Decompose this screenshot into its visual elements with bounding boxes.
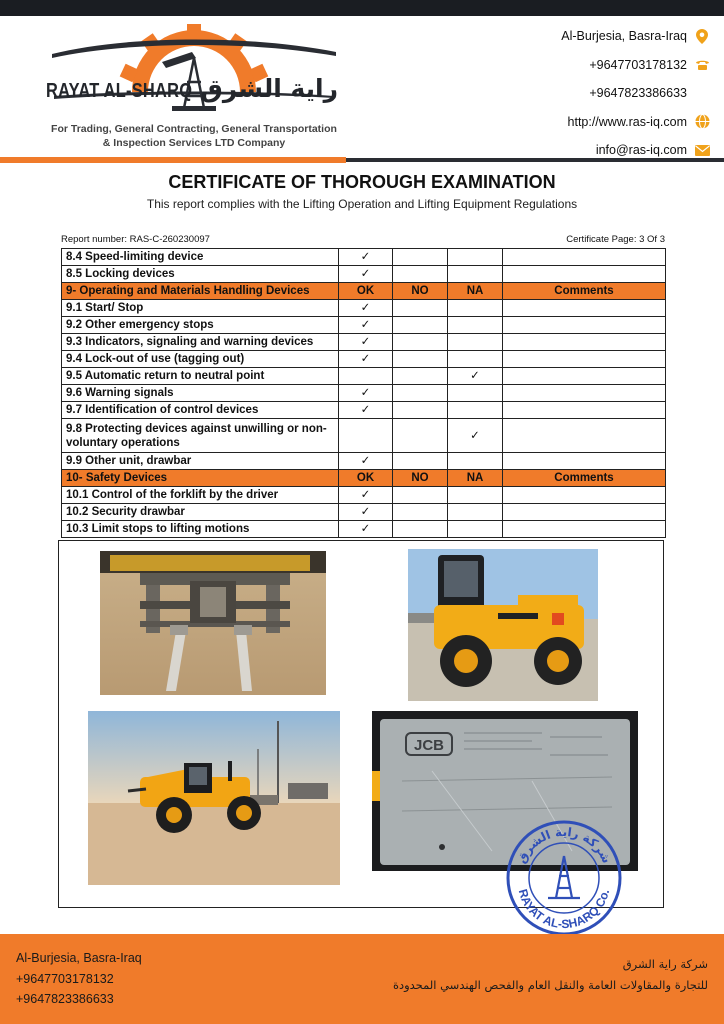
comments-cell [503, 368, 666, 385]
contact-phone-1[interactable] [510, 51, 710, 80]
comments-cell [503, 317, 666, 334]
comments-cell [503, 266, 666, 283]
no-cell [393, 317, 448, 334]
table-row [62, 453, 666, 470]
photo-telehandler-rear [408, 549, 598, 701]
item-label: 9.5 Automatic return to neutral point [62, 368, 339, 385]
na-cell [448, 487, 503, 504]
no-cell [393, 419, 448, 453]
table-row [62, 266, 666, 283]
ok-header: OK [339, 470, 393, 487]
footer-company-ar [393, 954, 708, 996]
footer-phone-2[interactable]: +9647823386633 [16, 992, 114, 1006]
table-row [62, 521, 666, 538]
table-row [62, 487, 666, 504]
item-label: 9.7 Identification of control devices [62, 402, 339, 419]
tagline-line-2: & Inspection Services LTD Company [102, 137, 286, 149]
no-cell [393, 402, 448, 419]
ok-cell: ✓ [339, 385, 393, 402]
header-contact [510, 22, 710, 165]
ok-cell [339, 419, 393, 453]
table-row [62, 368, 666, 385]
comments-header: Comments [503, 470, 666, 487]
certificate-page: Certificate Page: 3 Of 3 [566, 234, 665, 245]
no-cell [393, 487, 448, 504]
comments-cell [503, 419, 666, 453]
item-label: 10.1 Control of the forklift by the driver [62, 487, 339, 504]
comments-cell [503, 385, 666, 402]
table-row [62, 317, 666, 334]
na-cell [448, 249, 503, 266]
ok-cell: ✓ [339, 521, 393, 538]
stamp-rig-icon [548, 856, 580, 898]
ok-cell: ✓ [339, 317, 393, 334]
gear-oil-rig-icon [44, 22, 344, 122]
ok-cell: ✓ [339, 351, 393, 368]
table-row [62, 419, 666, 453]
contact-address-text: Al-Burjesia, Basra-Iraq [561, 29, 687, 44]
item-label: 8.4 Speed-limiting device [62, 249, 339, 266]
report-number: Report number: RAS-C-260230097 [61, 234, 210, 245]
contact-website[interactable] [510, 108, 710, 137]
company-tagline [44, 122, 344, 150]
item-label: 10.3 Limit stops to lifting motions [62, 521, 339, 538]
comments-cell [503, 504, 666, 521]
item-label: 9.8 Protecting devices against unwilling or non-voluntary operations [62, 419, 339, 453]
ok-header: OK [339, 283, 393, 300]
ok-cell: ✓ [339, 487, 393, 504]
comments-cell [503, 487, 666, 504]
section-title: 10- Safety Devices [62, 470, 339, 487]
contact-address [510, 22, 710, 51]
no-cell [393, 453, 448, 470]
envelope-icon [694, 142, 710, 158]
footer-company-name-ar: شركة راية الشرق [622, 957, 708, 971]
company-logo [44, 22, 344, 150]
tagline-line-1: For Trading, General Contracting, General Transportation [51, 123, 337, 135]
item-label: 9.6 Warning signals [62, 385, 339, 402]
comments-header: Comments [503, 283, 666, 300]
item-label: 10.2 Security drawbar [62, 504, 339, 521]
ok-cell: ✓ [339, 453, 393, 470]
na-cell [448, 453, 503, 470]
no-cell [393, 521, 448, 538]
no-cell [393, 266, 448, 283]
table-row [62, 385, 666, 402]
no-cell [393, 249, 448, 266]
table-row [62, 249, 666, 266]
item-label: 9.9 Other unit, drawbar [62, 453, 339, 470]
na-cell [448, 317, 503, 334]
header-divider [0, 157, 724, 163]
item-label: 8.5 Locking devices [62, 266, 339, 283]
item-label: 9.4 Lock-out of use (tagging out) [62, 351, 339, 368]
section-title: 9- Operating and Materials Handling Devices [62, 283, 339, 300]
contact-website-link[interactable]: http://www.ras-iq.com [567, 114, 687, 129]
na-cell [448, 504, 503, 521]
no-header: NO [393, 470, 448, 487]
no-cell [393, 351, 448, 368]
ok-cell: ✓ [339, 249, 393, 266]
stamp-text-en: RAYAT AL-SHARQ Co. [515, 887, 613, 932]
table-row [62, 300, 666, 317]
na-header: NA [448, 470, 503, 487]
stamp-text-ar: شركة راية الشرق [514, 824, 614, 866]
ok-cell: ✓ [339, 300, 393, 317]
comments-cell [503, 334, 666, 351]
photo-forks [100, 551, 326, 695]
section-header-row [62, 470, 666, 487]
table-row [62, 402, 666, 419]
top-bar [0, 0, 724, 16]
comments-cell [503, 300, 666, 317]
table-row [62, 351, 666, 368]
contact-phone-2[interactable] [510, 79, 710, 108]
brand-name-ar: راية الشرق [200, 74, 338, 103]
na-cell [448, 334, 503, 351]
brand-name-en: RAYAT AL-SHARQ [46, 80, 193, 102]
company-stamp [500, 818, 628, 938]
na-cell [448, 385, 503, 402]
location-pin-icon [694, 28, 710, 44]
section-header-row [62, 283, 666, 300]
contact-phone-1-text[interactable]: +9647703178132 [589, 57, 687, 72]
na-header: NA [448, 283, 503, 300]
na-cell [448, 300, 503, 317]
ok-cell: ✓ [339, 266, 393, 283]
comments-cell [503, 521, 666, 538]
no-cell [393, 504, 448, 521]
na-cell: ✓ [448, 368, 503, 385]
no-cell [393, 334, 448, 351]
item-label: 9.1 Start/ Stop [62, 300, 339, 317]
no-cell [393, 300, 448, 317]
ok-cell [339, 368, 393, 385]
item-label: 9.3 Indicators, signaling and warning devices [62, 334, 339, 351]
contact-phone-2-text[interactable]: +9647823386633 [589, 86, 687, 101]
page-footer [0, 934, 724, 1024]
no-cell [393, 385, 448, 402]
na-cell [448, 266, 503, 283]
photo-telehandler-site [88, 711, 340, 885]
certificate-title: CERTIFICATE OF THOROUGH EXAMINATION [168, 172, 556, 192]
ok-cell: ✓ [339, 402, 393, 419]
na-cell [448, 521, 503, 538]
comments-cell [503, 402, 666, 419]
contact-email-link[interactable]: info@ras-iq.com [595, 143, 687, 158]
table-row [62, 504, 666, 521]
comments-cell [503, 453, 666, 470]
certificate-subtitle: This report complies with the Lifting Operation and Lifting Equipment Regulations [146, 197, 578, 211]
footer-contact [16, 948, 142, 1010]
comments-cell [503, 351, 666, 368]
examination-table [61, 248, 666, 538]
nameplate-brand-label: JCB [413, 737, 445, 754]
footer-address: Al-Burjesia, Basra-Iraq [16, 951, 142, 965]
footer-company-desc-ar: للتجارة والمقاولات العامة والنقل العام والفحص الهندسي المحدودة [392, 978, 708, 992]
ok-cell: ✓ [339, 334, 393, 351]
item-label: 9.2 Other emergency stops [62, 317, 339, 334]
no-cell [393, 368, 448, 385]
globe-icon [694, 114, 710, 130]
no-header: NO [393, 283, 448, 300]
table-row [62, 334, 666, 351]
na-cell [448, 351, 503, 368]
na-cell [448, 402, 503, 419]
comments-cell [503, 249, 666, 266]
phone-icon [694, 57, 710, 73]
ok-cell: ✓ [339, 504, 393, 521]
footer-phone-1[interactable]: +9647703178132 [16, 971, 114, 986]
na-cell: ✓ [448, 419, 503, 453]
